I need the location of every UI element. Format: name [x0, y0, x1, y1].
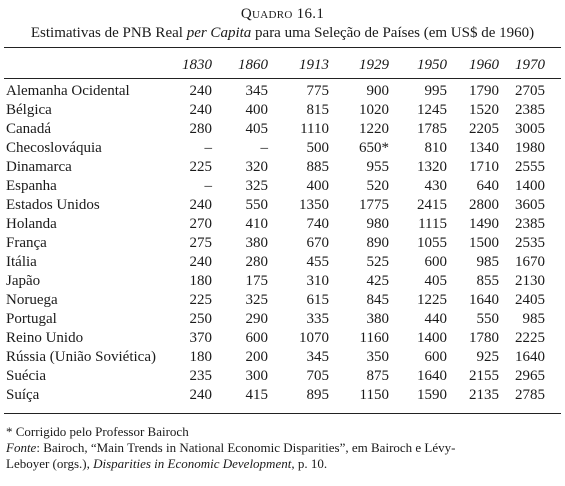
footnotes — [6, 424, 455, 472]
value-cell: – — [204, 140, 212, 156]
table-row — [6, 120, 545, 139]
country-cell: Canadá — [6, 121, 51, 137]
source-text-2: Leboyer (orgs.), — [6, 456, 94, 471]
caption-text-end: para uma Seleção de Países (em US$ de 1960) — [251, 25, 535, 41]
country-cell: Itália — [6, 254, 37, 270]
header-year: 1860 — [238, 57, 268, 73]
country-cell: Espanha — [6, 178, 57, 194]
table-row — [6, 310, 545, 329]
value-cell: 885 — [306, 159, 329, 175]
value-cell: 1245 — [417, 102, 447, 118]
value-cell: 225 — [189, 292, 212, 308]
table-row — [6, 272, 545, 291]
value-cell: 1340 — [469, 140, 499, 156]
value-cell: 2385 — [515, 216, 545, 232]
value-cell: – — [260, 140, 268, 156]
source-note-line2 — [6, 456, 455, 472]
value-cell: 2800 — [469, 197, 499, 213]
value-cell: 180 — [189, 349, 212, 365]
value-cell: 845 — [366, 292, 389, 308]
country-cell: Suécia — [6, 368, 46, 384]
value-cell: 1520 — [469, 102, 499, 118]
value-cell: 1500 — [469, 235, 499, 251]
value-cell: 600 — [424, 349, 447, 365]
value-cell: 2385 — [515, 102, 545, 118]
top-rule — [4, 47, 561, 48]
header-year: 1929 — [359, 57, 389, 73]
value-cell: 895 — [306, 387, 329, 403]
value-cell: 995 — [424, 83, 447, 99]
country-cell: Alemanha Ocidental — [6, 83, 130, 99]
value-cell: 3605 — [515, 197, 545, 213]
value-cell: 240 — [189, 83, 212, 99]
country-cell: Bélgica — [6, 102, 52, 118]
source-page: , p. 10. — [291, 456, 328, 471]
value-cell: 955 — [366, 159, 389, 175]
table-row — [6, 158, 545, 177]
source-note — [6, 440, 455, 456]
country-cell: Checoslováquia — [6, 140, 102, 156]
source-book-title: Disparities in Economic Development — [93, 456, 292, 471]
value-cell: 1710 — [469, 159, 499, 175]
value-cell: 1020 — [359, 102, 389, 118]
value-cell: 810 — [424, 140, 447, 156]
table-label: Quadro — [240, 6, 293, 22]
value-cell: 925 — [476, 349, 499, 365]
country-cell: França — [6, 235, 47, 251]
value-cell: 600 — [245, 330, 268, 346]
value-cell: 175 — [245, 273, 268, 289]
table-row — [6, 196, 545, 215]
header-year: 1830 — [182, 57, 212, 73]
value-cell: 280 — [245, 254, 268, 270]
header-row — [6, 54, 545, 76]
value-cell: – — [204, 178, 212, 194]
value-cell: 280 — [189, 121, 212, 137]
bottom-rule — [4, 413, 561, 414]
value-cell: 600 — [424, 254, 447, 270]
value-cell: 1670 — [515, 254, 545, 270]
value-cell: 250 — [189, 311, 212, 327]
value-cell: 1115 — [418, 216, 447, 232]
value-cell: 325 — [245, 292, 268, 308]
value-cell: 240 — [189, 254, 212, 270]
value-cell: 1110 — [300, 121, 329, 137]
country-cell: Portugal — [6, 311, 57, 327]
value-cell: 2155 — [469, 368, 499, 384]
country-cell: Estados Unidos — [6, 197, 100, 213]
table-caption — [0, 25, 565, 42]
country-cell: Japão — [6, 273, 41, 289]
value-cell: 345 — [306, 349, 329, 365]
country-cell: Reino Unido — [6, 330, 84, 346]
table-row — [6, 234, 545, 253]
value-cell: 1790 — [469, 83, 499, 99]
value-cell: 2555 — [515, 159, 545, 175]
table-number-value: 16.1 — [296, 6, 325, 22]
value-cell: 430 — [424, 178, 447, 194]
value-cell: 235 — [189, 368, 212, 384]
table-row — [6, 101, 545, 120]
country-cell: Dinamarca — [6, 159, 72, 175]
caption-text: Estimativas de PNB Real — [30, 25, 187, 41]
asterisk-note: * Corrigido pelo Professor Bairoch — [6, 424, 189, 439]
value-cell: 200 — [245, 349, 268, 365]
value-cell: 855 — [476, 273, 499, 289]
value-cell: 2535 — [515, 235, 545, 251]
value-cell: 640 — [476, 178, 499, 194]
value-cell: 325 — [245, 178, 268, 194]
value-cell: 615 — [306, 292, 329, 308]
value-cell: 1055 — [417, 235, 447, 251]
value-cell: 180 — [189, 273, 212, 289]
value-cell: 985 — [522, 311, 545, 327]
table-row — [6, 386, 545, 405]
value-cell: 1400 — [515, 178, 545, 194]
value-cell: 240 — [189, 197, 212, 213]
value-cell: 225 — [189, 159, 212, 175]
value-cell: 350 — [366, 349, 389, 365]
value-cell: 275 — [189, 235, 212, 251]
value-cell: 380 — [245, 235, 268, 251]
value-cell: 455 — [306, 254, 329, 270]
value-cell: 2405 — [515, 292, 545, 308]
value-cell: 300 — [245, 368, 268, 384]
value-cell: 890 — [366, 235, 389, 251]
header-year: 1970 — [515, 57, 545, 73]
value-cell: 405 — [424, 273, 447, 289]
table-row — [6, 76, 545, 101]
value-cell: 1160 — [359, 330, 389, 346]
value-cell: 1590 — [417, 387, 447, 403]
value-cell: 240 — [189, 102, 212, 118]
value-cell: 1785 — [417, 121, 447, 137]
caption-italic: per Capita — [186, 25, 252, 41]
value-cell: 875 — [366, 368, 389, 384]
value-cell: 2785 — [515, 387, 545, 403]
value-cell: 1640 — [417, 368, 447, 384]
value-cell: 705 — [306, 368, 329, 384]
value-cell: 500 — [306, 140, 329, 156]
table-row — [6, 291, 545, 310]
value-cell: 520 — [366, 178, 389, 194]
value-cell: 1320 — [417, 159, 447, 175]
value-cell: 2130 — [515, 273, 545, 289]
value-cell: 320 — [245, 159, 268, 175]
value-cell: 775 — [306, 83, 329, 99]
value-cell: 815 — [306, 102, 329, 118]
table-row — [6, 253, 545, 272]
header-year: 1950 — [417, 57, 447, 73]
value-cell: 1350 — [299, 197, 329, 213]
value-cell: 2205 — [469, 121, 499, 137]
value-cell: 2135 — [469, 387, 499, 403]
source-label: Fonte — [6, 440, 37, 455]
value-cell: 900 — [366, 83, 389, 99]
value-cell: 2415 — [417, 197, 447, 213]
header-year: 1960 — [469, 57, 499, 73]
value-cell: 440 — [424, 311, 447, 327]
header-country — [6, 54, 169, 76]
table-body — [6, 76, 545, 405]
country-cell: Holanda — [6, 216, 57, 232]
value-cell: 980 — [366, 216, 389, 232]
value-cell: 1980 — [515, 140, 545, 156]
value-cell: 1490 — [469, 216, 499, 232]
value-cell: 1070 — [299, 330, 329, 346]
value-cell: 290 — [245, 311, 268, 327]
table-row — [6, 367, 545, 386]
country-cell: Suíça — [6, 387, 40, 403]
value-cell: 425 — [366, 273, 389, 289]
value-cell: 1640 — [469, 292, 499, 308]
value-cell: 550 — [245, 197, 268, 213]
value-cell: 2965 — [515, 368, 545, 384]
value-cell: 2225 — [515, 330, 545, 346]
gnp-table — [6, 54, 545, 405]
value-cell: 3005 — [515, 121, 545, 137]
table-row — [6, 329, 545, 348]
table-row — [6, 139, 545, 158]
value-cell: 1150 — [359, 387, 389, 403]
value-cell: 650* — [359, 140, 389, 156]
value-cell: 670 — [306, 235, 329, 251]
value-cell: 380 — [366, 311, 389, 327]
value-cell: 985 — [476, 254, 499, 270]
header-year: 1913 — [299, 57, 329, 73]
value-cell: 335 — [306, 311, 329, 327]
table-row — [6, 348, 545, 367]
value-cell: 400 — [245, 102, 268, 118]
country-cell: Rússia (União Soviética) — [6, 349, 156, 365]
value-cell: 1225 — [417, 292, 447, 308]
value-cell: 270 — [189, 216, 212, 232]
value-cell: 550 — [476, 311, 499, 327]
table-row — [6, 177, 545, 196]
value-cell: 400 — [306, 178, 329, 194]
value-cell: 240 — [189, 387, 212, 403]
value-cell: 2705 — [515, 83, 545, 99]
value-cell: 1775 — [359, 197, 389, 213]
value-cell: 1400 — [417, 330, 447, 346]
source-text: : Bairoch, “Main Trends in National Economic Disparities”, em Bairoch e Lévy- — [36, 440, 456, 455]
value-cell: 310 — [306, 273, 329, 289]
value-cell: 410 — [245, 216, 268, 232]
value-cell: 405 — [245, 121, 268, 137]
value-cell: 345 — [245, 83, 268, 99]
value-cell: 370 — [189, 330, 212, 346]
value-cell: 1640 — [515, 349, 545, 365]
value-cell: 525 — [366, 254, 389, 270]
value-cell: 415 — [245, 387, 268, 403]
country-cell: Noruega — [6, 292, 58, 308]
table-row — [6, 215, 545, 234]
value-cell: 1780 — [469, 330, 499, 346]
value-cell: 1220 — [359, 121, 389, 137]
table-number — [0, 6, 565, 23]
value-cell: 740 — [306, 216, 329, 232]
